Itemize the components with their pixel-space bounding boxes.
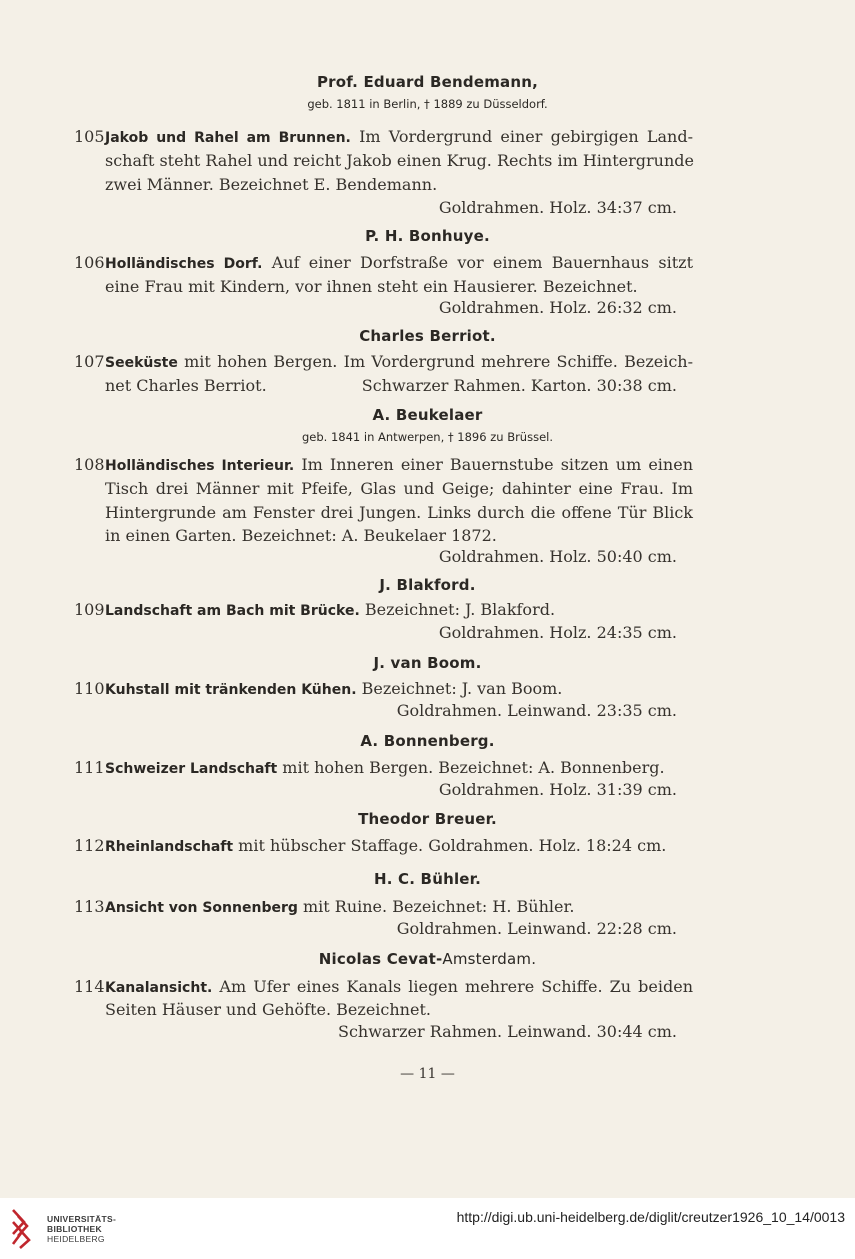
entry-details: Schwarzer Rahmen. Leinwand. 30:44 cm. bbox=[338, 1022, 677, 1041]
entry-title: Kanalansicht. bbox=[105, 980, 213, 996]
entry-description-line: Kuhstall mit tränkenden Kühen. Bezeichnet: J. van Boom. bbox=[105, 679, 563, 698]
university-library-logo-icon bbox=[10, 1206, 40, 1250]
entry-description-line: schaft steht Rahel und reicht Jakob einen Krug. Rechts im Hintergrunde bbox=[105, 151, 694, 170]
entry-description-line: Schweizer Landschaft mit hohen Bergen. Bezeichnet: A. Bonnenberg. bbox=[105, 758, 665, 777]
artist-life-dates: geb. 1841 in Antwerpen, † 1896 zu Brüssel. bbox=[301, 430, 554, 444]
artist-heading: J. van Boom. bbox=[373, 654, 482, 672]
entry-description-line: Seiten Häuser und Gehöfte. Bezeichnet. bbox=[105, 1000, 431, 1019]
entry-details: Goldrahmen. Leinwand. 22:28 cm. bbox=[396, 919, 677, 938]
entry-description-line: eine Frau mit Kindern, vor ihnen steht ein Hausierer. Bezeichnet. bbox=[105, 277, 638, 296]
entry-title: Jakob und Rahel am Brunnen. bbox=[105, 130, 351, 146]
entry-number: 105 bbox=[74, 127, 105, 146]
artist-heading: Theodor Breuer. bbox=[358, 810, 497, 828]
artist-heading: Nicolas Cevat-Amsterdam. bbox=[318, 950, 537, 968]
entry-title: Rheinlandschaft bbox=[105, 839, 234, 855]
entry-number: 112 bbox=[74, 836, 105, 855]
entry-number: 106 bbox=[74, 253, 105, 272]
entry-description-line: in einen Garten. Bezeichnet: A. Beukelaer 1872. bbox=[105, 526, 497, 545]
entry-title: Schweizer Landschaft bbox=[105, 761, 278, 777]
entry-description-line: Seeküste mit hohen Bergen. Im Vordergrund mehrere Schiffe. Bezeich- bbox=[105, 352, 693, 371]
entry-title: Holländisches Interieur. bbox=[105, 458, 295, 474]
artist-heading: Charles Berriot. bbox=[359, 327, 496, 345]
entry-details: Goldrahmen. Holz. 26:32 cm. bbox=[438, 298, 677, 317]
entry-description-line: Holländisches Dorf. Auf einer Dorfstraße vor einem Bauernhaus sitzt bbox=[105, 253, 693, 272]
artist-heading: A. Beukelaer bbox=[372, 406, 483, 424]
entry-number: 107 bbox=[74, 352, 105, 371]
digitization-footer bbox=[0, 1198, 855, 1259]
entry-description-line: Jakob und Rahel am Brunnen. Im Vordergrund einer gebirgigen Land- bbox=[105, 127, 693, 146]
entry-details: Goldrahmen. Holz. 50:40 cm. bbox=[438, 547, 677, 566]
entry-number: 111 bbox=[74, 758, 105, 777]
page-number: — 11 — bbox=[400, 1066, 455, 1082]
entry-number: 109 bbox=[74, 600, 105, 619]
entry-title: Seeküste bbox=[105, 355, 178, 371]
entry-description-line: Landschaft am Bach mit Brücke. Bezeichnet: J. Blakford. bbox=[105, 600, 556, 619]
entry-description-line: Kanalansicht. Am Ufer eines Kanals liegen mehrere Schiffe. Zu beiden bbox=[105, 977, 693, 996]
entry-number: 110 bbox=[74, 679, 105, 698]
entry-description-line: Rheinlandschaft mit hübscher Staffage. Goldrahmen. Holz. 18:24 cm. bbox=[105, 836, 667, 855]
artist-life-dates: geb. 1811 in Berlin, † 1889 zu Düsseldorf. bbox=[307, 97, 548, 111]
artist-heading: Prof. Eduard Bendemann, bbox=[316, 73, 539, 91]
entry-number: 114 bbox=[74, 977, 105, 996]
entry-description-line: Tisch drei Männer mit Pfeife, Glas und Geige; dahinter eine Frau. Im bbox=[105, 479, 693, 498]
artist-heading: P. H. Bonhuye. bbox=[365, 227, 490, 245]
entry-details: Schwarzer Rahmen. Karton. 30:38 cm. bbox=[361, 376, 677, 395]
artist-heading: A. Bonnenberg. bbox=[360, 732, 495, 750]
entry-title: Kuhstall mit tränkenden Kühen. bbox=[105, 682, 357, 698]
entry-description-line: Ansicht von Sonnenberg mit Ruine. Bezeichnet: H. Bühler. bbox=[105, 897, 575, 916]
entry-details: Goldrahmen. Leinwand. 23:35 cm. bbox=[396, 701, 677, 720]
entry-description-line: net Charles Berriot. bbox=[105, 376, 267, 395]
entry-details: Goldrahmen. Holz. 31:39 cm. bbox=[438, 780, 677, 799]
entry-number: 108 bbox=[74, 455, 105, 474]
artist-heading: J. Blakford. bbox=[379, 576, 476, 594]
source-url-link[interactable]: http://digi.ub.uni-heidelberg.de/diglit/creutzer1926_10_14/0013 bbox=[456, 1209, 845, 1225]
entry-number: 113 bbox=[74, 897, 105, 916]
entry-details: Goldrahmen. Holz. 24:35 cm. bbox=[438, 623, 677, 642]
artist-heading: H. C. Bühler. bbox=[373, 870, 482, 888]
library-name: UNIVERSITÄTS- BIBLIOTHEK HEIDELBERG bbox=[47, 1214, 117, 1244]
entry-description-line: Holländisches Interieur. Im Inneren einer Bauernstube sitzen um einen bbox=[105, 455, 693, 474]
entry-title: Ansicht von Sonnenberg bbox=[105, 900, 298, 916]
entry-title: Landschaft am Bach mit Brücke. bbox=[105, 603, 360, 619]
entry-description-line: zwei Männer. Bezeichnet E. Bendemann. bbox=[105, 175, 438, 194]
entry-title: Holländisches Dorf. bbox=[105, 256, 263, 272]
entry-description-line: Hintergrunde am Fenster drei Jungen. Links durch die offene Tür Blick bbox=[105, 503, 693, 522]
entry-details: Goldrahmen. Holz. 34:37 cm. bbox=[438, 198, 677, 217]
